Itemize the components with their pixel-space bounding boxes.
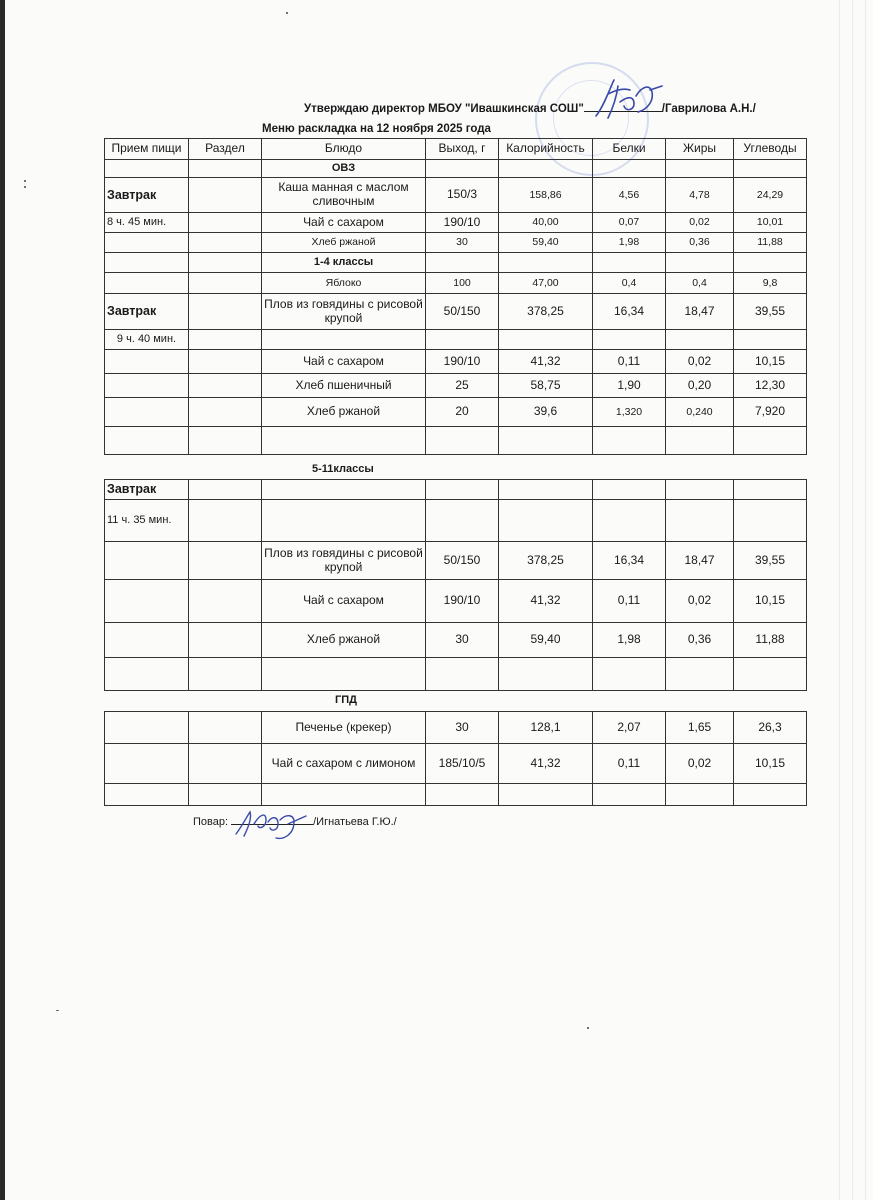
protein-cell: 1,320 bbox=[593, 398, 666, 427]
col-header: Белки bbox=[593, 139, 666, 160]
meal-label: Завтрак bbox=[105, 294, 189, 330]
table-row bbox=[105, 273, 807, 294]
carbs-cell: 11,88 bbox=[734, 233, 807, 253]
table-row bbox=[105, 542, 807, 580]
dish-cell: Каша манная с маслом сливочным bbox=[262, 178, 426, 213]
protein-cell: 16,34 bbox=[593, 542, 666, 580]
col-header: Блюдо bbox=[262, 139, 426, 160]
col-header: Выход, г bbox=[426, 139, 499, 160]
cook-suffix: /Игнатьева Г.Ю./ bbox=[313, 816, 397, 828]
dish-cell: Чай с сахаром bbox=[262, 580, 426, 623]
scan-speck bbox=[24, 180, 26, 182]
table-row bbox=[105, 580, 807, 623]
table-row bbox=[105, 712, 807, 744]
fat-cell: 18,47 bbox=[666, 294, 734, 330]
menu-table-junior bbox=[104, 138, 807, 455]
carbs-cell: 39,55 bbox=[734, 542, 807, 580]
scan-right-edge bbox=[833, 0, 873, 1200]
carbs-cell: 10,15 bbox=[734, 580, 807, 623]
yield-cell: 20 bbox=[426, 398, 499, 427]
col-header: Углеводы bbox=[734, 139, 807, 160]
kcal-cell: 158,86 bbox=[499, 178, 593, 213]
yield-cell: 30 bbox=[426, 233, 499, 253]
kcal-cell: 41,32 bbox=[499, 580, 593, 623]
scan-left-edge bbox=[0, 0, 5, 1200]
yield-cell: 190/10 bbox=[426, 580, 499, 623]
protein-cell: 1,98 bbox=[593, 233, 666, 253]
carbs-cell: 10,15 bbox=[734, 744, 807, 784]
carbs-cell: 12,30 bbox=[734, 374, 807, 398]
table-row bbox=[105, 233, 807, 253]
protein-cell: 16,34 bbox=[593, 294, 666, 330]
yield-cell: 30 bbox=[426, 712, 499, 744]
yield-cell: 150/3 bbox=[426, 178, 499, 213]
table-row bbox=[105, 500, 807, 542]
yield-cell: 25 bbox=[426, 374, 499, 398]
table-row bbox=[105, 623, 807, 658]
scan-speck bbox=[24, 186, 26, 188]
carbs-cell: 39,55 bbox=[734, 294, 807, 330]
protein-cell: 0,4 bbox=[593, 273, 666, 294]
fat-cell: 0,36 bbox=[666, 233, 734, 253]
yield-cell: 100 bbox=[426, 273, 499, 294]
meal-time: 8 ч. 45 мин. bbox=[105, 213, 189, 233]
kcal-cell: 378,25 bbox=[499, 542, 593, 580]
dish-cell: Хлеб пшеничный bbox=[262, 374, 426, 398]
scan-speck bbox=[286, 12, 288, 14]
fat-cell: 0,02 bbox=[666, 213, 734, 233]
menu-table-senior bbox=[104, 479, 807, 691]
yield-cell: 30 bbox=[426, 623, 499, 658]
table-row bbox=[105, 330, 807, 350]
scan-speck bbox=[56, 1010, 59, 1011]
kcal-cell: 128,1 bbox=[499, 712, 593, 744]
dish-cell: Хлеб ржаной bbox=[262, 233, 426, 253]
fat-cell: 1,65 bbox=[666, 712, 734, 744]
yield-cell: 50/150 bbox=[426, 542, 499, 580]
approval-line bbox=[304, 101, 756, 115]
carbs-cell: 10,01 bbox=[734, 213, 807, 233]
fat-cell: 18,47 bbox=[666, 542, 734, 580]
col-header: Раздел bbox=[189, 139, 262, 160]
col-header: Жиры bbox=[666, 139, 734, 160]
protein-cell: 0,11 bbox=[593, 580, 666, 623]
fat-cell: 0,36 bbox=[666, 623, 734, 658]
dish-cell: Плов из говядины с рисовой крупой bbox=[262, 542, 426, 580]
col-header: Калорийность bbox=[499, 139, 593, 160]
fat-cell: 0,4 bbox=[666, 273, 734, 294]
table-row bbox=[105, 427, 807, 455]
kcal-cell: 39,6 bbox=[499, 398, 593, 427]
kcal-cell: 378,25 bbox=[499, 294, 593, 330]
protein-cell: 1,98 bbox=[593, 623, 666, 658]
carbs-cell: 7,920 bbox=[734, 398, 807, 427]
kcal-cell: 41,32 bbox=[499, 744, 593, 784]
section-label-junior: 1-4 классы bbox=[262, 253, 426, 273]
kcal-cell: 40,00 bbox=[499, 213, 593, 233]
fat-cell: 0,240 bbox=[666, 398, 734, 427]
kcal-cell: 41,32 bbox=[499, 350, 593, 374]
protein-cell: 4,56 bbox=[593, 178, 666, 213]
director-signature bbox=[590, 76, 668, 122]
fat-cell: 0,02 bbox=[666, 580, 734, 623]
dish-cell: Чай с сахаром bbox=[262, 213, 426, 233]
carbs-cell: 26,3 bbox=[734, 712, 807, 744]
section-label-gpd: ГПД bbox=[335, 694, 357, 706]
protein-cell: 0,07 bbox=[593, 213, 666, 233]
meal-time: 9 ч. 40 мин. bbox=[105, 330, 189, 350]
section-label-ovz: ОВЗ bbox=[262, 160, 426, 178]
section-row bbox=[105, 160, 807, 178]
kcal-cell: 58,75 bbox=[499, 374, 593, 398]
table-header-row bbox=[105, 139, 807, 160]
yield-cell: 190/10 bbox=[426, 213, 499, 233]
protein-cell: 2,07 bbox=[593, 712, 666, 744]
col-header: Прием пищи bbox=[105, 139, 189, 160]
table-row bbox=[105, 350, 807, 374]
kcal-cell: 59,40 bbox=[499, 233, 593, 253]
meal-label: Завтрак bbox=[105, 480, 189, 500]
table-row bbox=[105, 294, 807, 330]
meal-time: 11 ч. 35 мин. bbox=[105, 500, 189, 542]
cook-prefix: Повар: bbox=[193, 816, 229, 828]
carbs-cell: 9,8 bbox=[734, 273, 807, 294]
dish-cell: Чай с сахаром bbox=[262, 350, 426, 374]
dish-cell: Чай с сахаром с лимоном bbox=[262, 744, 426, 784]
protein-cell: 0,11 bbox=[593, 350, 666, 374]
menu-title: Меню раскладка на 12 ноября 2025 года bbox=[262, 123, 491, 135]
menu-table-gpd bbox=[104, 711, 807, 806]
fat-cell: 0,20 bbox=[666, 374, 734, 398]
cook-signature bbox=[232, 804, 314, 844]
fat-cell: 0,02 bbox=[666, 350, 734, 374]
carbs-cell: 10,15 bbox=[734, 350, 807, 374]
table-row bbox=[105, 213, 807, 233]
section-row bbox=[105, 253, 807, 273]
table-row bbox=[105, 784, 807, 806]
fat-cell: 4,78 bbox=[666, 178, 734, 213]
dish-cell: Печенье (крекер) bbox=[262, 712, 426, 744]
fat-cell: 0,02 bbox=[666, 744, 734, 784]
scan-speck bbox=[587, 1027, 589, 1029]
table-row bbox=[105, 178, 807, 213]
section-label-senior: 5-11классы bbox=[312, 463, 374, 475]
dish-cell: Хлеб ржаной bbox=[262, 623, 426, 658]
dish-cell: Яблоко bbox=[262, 273, 426, 294]
table-row bbox=[105, 374, 807, 398]
protein-cell: 1,90 bbox=[593, 374, 666, 398]
approval-suffix: /Гаврилова А.Н./ bbox=[661, 103, 756, 115]
table-row bbox=[105, 658, 807, 691]
kcal-cell: 47,00 bbox=[499, 273, 593, 294]
dish-cell: Хлеб ржаной bbox=[262, 398, 426, 427]
approval-prefix: Утверждаю директор МБОУ "Ивашкинская СОШ" bbox=[304, 103, 584, 115]
carbs-cell: 11,88 bbox=[734, 623, 807, 658]
meal-label: Завтрак bbox=[105, 178, 189, 213]
table-row bbox=[105, 744, 807, 784]
dish-cell: Плов из говядины с рисовой крупой bbox=[262, 294, 426, 330]
carbs-cell: 24,29 bbox=[734, 178, 807, 213]
table-row bbox=[105, 398, 807, 427]
yield-cell: 190/10 bbox=[426, 350, 499, 374]
yield-cell: 185/10/5 bbox=[426, 744, 499, 784]
table-row bbox=[105, 480, 807, 500]
yield-cell: 50/150 bbox=[426, 294, 499, 330]
protein-cell: 0,11 bbox=[593, 744, 666, 784]
kcal-cell: 59,40 bbox=[499, 623, 593, 658]
